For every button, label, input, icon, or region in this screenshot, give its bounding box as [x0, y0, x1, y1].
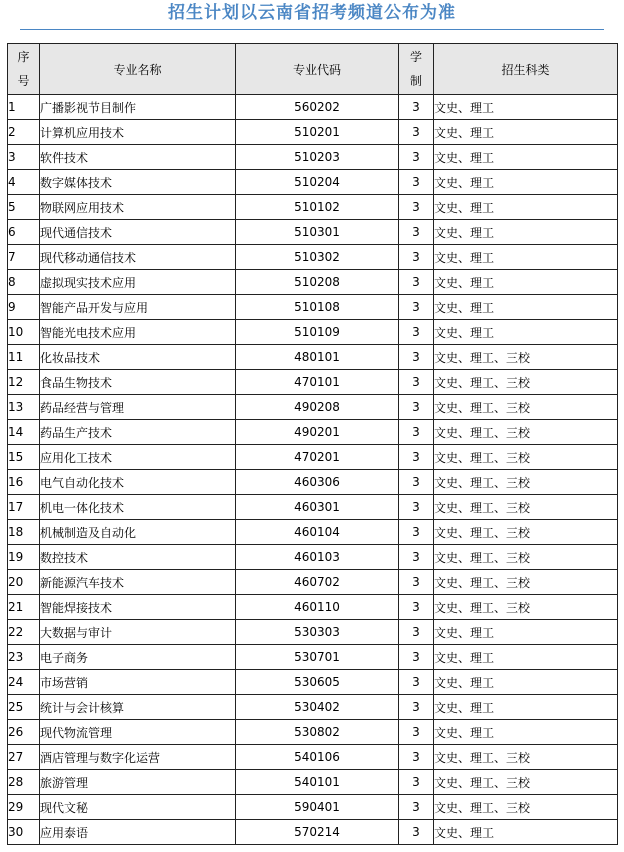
cell-study-length: 3: [399, 320, 434, 345]
cell-index: 21: [8, 595, 40, 620]
cell-major-name: 旅游管理: [40, 770, 236, 795]
cell-index: 5: [8, 195, 40, 220]
cell-index: 10: [8, 320, 40, 345]
cell-category: 文史、理工、三校: [434, 445, 618, 470]
table-header-row: [8, 44, 618, 95]
cell-major-code: 510109: [236, 320, 399, 345]
cell-study-length: 3: [399, 595, 434, 620]
table-row: [8, 545, 618, 570]
cell-major-name: 机电一体化技术: [40, 495, 236, 520]
cell-index: 8: [8, 270, 40, 295]
cell-major-code: 540101: [236, 770, 399, 795]
table-row: [8, 370, 618, 395]
cell-major-code: 460110: [236, 595, 399, 620]
cell-category: 文史、理工: [434, 620, 618, 645]
cell-index: 13: [8, 395, 40, 420]
cell-category: 文史、理工、三校: [434, 545, 618, 570]
cell-major-name: 机械制造及自动化: [40, 520, 236, 545]
cell-index: 18: [8, 520, 40, 545]
cell-study-length: 3: [399, 820, 434, 845]
header-study-length-top: 学: [409, 50, 422, 64]
cell-category: 文史、理工、三校: [434, 570, 618, 595]
cell-category: 文史、理工: [434, 120, 618, 145]
cell-study-length: 3: [399, 420, 434, 445]
table-row: [8, 195, 618, 220]
cell-study-length: 3: [399, 345, 434, 370]
cell-study-length: 3: [399, 670, 434, 695]
cell-category: 文史、理工: [434, 320, 618, 345]
cell-major-code: 470101: [236, 370, 399, 395]
cell-study-length: 3: [399, 770, 434, 795]
table-row: [8, 795, 618, 820]
cell-index: 27: [8, 745, 40, 770]
header-index-bottom: 号: [17, 74, 30, 88]
cell-category: 文史、理工: [434, 670, 618, 695]
cell-major-name: 电子商务: [40, 645, 236, 670]
cell-major-name: 大数据与审计: [40, 620, 236, 645]
cell-category: 文史、理工: [434, 720, 618, 745]
table-row: [8, 620, 618, 645]
cell-index: 26: [8, 720, 40, 745]
table-row: [8, 445, 618, 470]
table-row: [8, 595, 618, 620]
cell-major-name: 物联网应用技术: [40, 195, 236, 220]
cell-category: 文史、理工、三校: [434, 345, 618, 370]
table-row: [8, 120, 618, 145]
cell-major-code: 510301: [236, 220, 399, 245]
cell-study-length: 3: [399, 795, 434, 820]
cell-major-name: 现代文秘: [40, 795, 236, 820]
table-row: [8, 570, 618, 595]
cell-major-name: 化妆品技术: [40, 345, 236, 370]
header-major-name: 专业名称: [40, 44, 236, 95]
cell-study-length: 3: [399, 445, 434, 470]
cell-category: 文史、理工: [434, 270, 618, 295]
cell-major-name: 现代通信技术: [40, 220, 236, 245]
cell-index: 11: [8, 345, 40, 370]
cell-category: 文史、理工: [434, 695, 618, 720]
cell-category: 文史、理工: [434, 195, 618, 220]
cell-category: 文史、理工: [434, 95, 618, 120]
cell-major-code: 590401: [236, 795, 399, 820]
table-body: [8, 95, 618, 845]
cell-study-length: 3: [399, 370, 434, 395]
cell-study-length: 3: [399, 95, 434, 120]
cell-study-length: 3: [399, 295, 434, 320]
cell-major-code: 530303: [236, 620, 399, 645]
cell-category: 文史、理工: [434, 170, 618, 195]
cell-major-code: 510203: [236, 145, 399, 170]
cell-major-code: 530802: [236, 720, 399, 745]
cell-major-code: 470201: [236, 445, 399, 470]
table-row: [8, 170, 618, 195]
cell-study-length: 3: [399, 720, 434, 745]
cell-study-length: 3: [399, 395, 434, 420]
table-row: [8, 745, 618, 770]
cell-major-code: 510102: [236, 195, 399, 220]
cell-category: 文史、理工、三校: [434, 395, 618, 420]
table-row: [8, 520, 618, 545]
table-row: [8, 470, 618, 495]
cell-index: 23: [8, 645, 40, 670]
cell-index: 19: [8, 545, 40, 570]
cell-major-name: 现代移动通信技术: [40, 245, 236, 270]
cell-major-code: 530605: [236, 670, 399, 695]
cell-index: 29: [8, 795, 40, 820]
page-title: 招生计划以云南省招考频道公布为准: [168, 3, 456, 23]
cell-major-name: 市场营销: [40, 670, 236, 695]
table-row: [8, 670, 618, 695]
cell-study-length: 3: [399, 520, 434, 545]
cell-index: 9: [8, 295, 40, 320]
cell-study-length: 3: [399, 470, 434, 495]
cell-major-name: 酒店管理与数字化运营: [40, 745, 236, 770]
table-row: [8, 95, 618, 120]
cell-major-name: 软件技术: [40, 145, 236, 170]
cell-major-name: 智能光电技术应用: [40, 320, 236, 345]
cell-index: 17: [8, 495, 40, 520]
cell-study-length: 3: [399, 270, 434, 295]
table-row: [8, 395, 618, 420]
header-study-length-bottom: 制: [409, 74, 422, 88]
cell-major-code: 460702: [236, 570, 399, 595]
cell-major-code: 510204: [236, 170, 399, 195]
table-row: [8, 420, 618, 445]
cell-index: 25: [8, 695, 40, 720]
cell-category: 文史、理工、三校: [434, 795, 618, 820]
cell-category: 文史、理工、三校: [434, 595, 618, 620]
cell-major-code: 540106: [236, 745, 399, 770]
cell-study-length: 3: [399, 645, 434, 670]
cell-index: 15: [8, 445, 40, 470]
header-index: [8, 44, 40, 95]
cell-major-code: 530402: [236, 695, 399, 720]
cell-index: 16: [8, 470, 40, 495]
cell-category: 文史、理工: [434, 645, 618, 670]
cell-study-length: 3: [399, 545, 434, 570]
cell-category: 文史、理工: [434, 820, 618, 845]
cell-category: 文史、理工、三校: [434, 745, 618, 770]
cell-major-code: 480101: [236, 345, 399, 370]
header-category: 招生科类: [434, 44, 618, 95]
cell-major-name: 药品生产技术: [40, 420, 236, 445]
cell-major-code: 460306: [236, 470, 399, 495]
cell-index: 6: [8, 220, 40, 245]
cell-study-length: 3: [399, 195, 434, 220]
table-row: [8, 295, 618, 320]
cell-index: 20: [8, 570, 40, 595]
table-row: [8, 495, 618, 520]
cell-major-name: 药品经营与管理: [40, 395, 236, 420]
cell-major-code: 510108: [236, 295, 399, 320]
cell-major-code: 460103: [236, 545, 399, 570]
header-study-length: [399, 44, 434, 95]
enrollment-plan-table: [7, 43, 618, 845]
cell-index: 1: [8, 95, 40, 120]
title-divider: [20, 29, 604, 30]
cell-major-name: 应用泰语: [40, 820, 236, 845]
cell-study-length: 3: [399, 745, 434, 770]
cell-major-code: 460104: [236, 520, 399, 545]
table-row: [8, 645, 618, 670]
cell-index: 4: [8, 170, 40, 195]
table-row: [8, 145, 618, 170]
cell-index: 14: [8, 420, 40, 445]
table-row: [8, 270, 618, 295]
cell-major-name: 统计与会计核算: [40, 695, 236, 720]
cell-study-length: 3: [399, 145, 434, 170]
cell-major-code: 490208: [236, 395, 399, 420]
cell-major-name: 智能产品开发与应用: [40, 295, 236, 320]
cell-index: 12: [8, 370, 40, 395]
cell-major-name: 数字媒体技术: [40, 170, 236, 195]
cell-major-name: 食品生物技术: [40, 370, 236, 395]
cell-major-name: 电气自动化技术: [40, 470, 236, 495]
cell-study-length: 3: [399, 120, 434, 145]
cell-category: 文史、理工、三校: [434, 770, 618, 795]
cell-major-code: 570214: [236, 820, 399, 845]
cell-major-code: 460301: [236, 495, 399, 520]
cell-category: 文史、理工、三校: [434, 470, 618, 495]
cell-category: 文史、理工、三校: [434, 495, 618, 520]
cell-index: 3: [8, 145, 40, 170]
cell-major-name: 新能源汽车技术: [40, 570, 236, 595]
cell-category: 文史、理工: [434, 245, 618, 270]
cell-category: 文史、理工、三校: [434, 370, 618, 395]
cell-category: 文史、理工: [434, 295, 618, 320]
cell-major-name: 智能焊接技术: [40, 595, 236, 620]
cell-index: 7: [8, 245, 40, 270]
table-row: [8, 320, 618, 345]
cell-index: 22: [8, 620, 40, 645]
cell-major-name: 广播影视节目制作: [40, 95, 236, 120]
cell-study-length: 3: [399, 170, 434, 195]
cell-index: 30: [8, 820, 40, 845]
cell-study-length: 3: [399, 245, 434, 270]
cell-study-length: 3: [399, 620, 434, 645]
table-row: [8, 770, 618, 795]
cell-index: 24: [8, 670, 40, 695]
cell-major-code: 510302: [236, 245, 399, 270]
header-major-code: 专业代码: [236, 44, 399, 95]
cell-index: 28: [8, 770, 40, 795]
table-row: [8, 345, 618, 370]
cell-major-code: 530701: [236, 645, 399, 670]
cell-study-length: 3: [399, 220, 434, 245]
cell-major-code: 490201: [236, 420, 399, 445]
header-index-top: 序: [17, 50, 30, 64]
cell-major-code: 510201: [236, 120, 399, 145]
cell-study-length: 3: [399, 570, 434, 595]
cell-category: 文史、理工: [434, 145, 618, 170]
cell-major-code: 560202: [236, 95, 399, 120]
cell-major-name: 虚拟现实技术应用: [40, 270, 236, 295]
table-row: [8, 245, 618, 270]
cell-category: 文史、理工、三校: [434, 520, 618, 545]
cell-major-name: 应用化工技术: [40, 445, 236, 470]
cell-major-name: 现代物流管理: [40, 720, 236, 745]
cell-study-length: 3: [399, 495, 434, 520]
table-row: [8, 720, 618, 745]
cell-study-length: 3: [399, 695, 434, 720]
cell-major-code: 510208: [236, 270, 399, 295]
cell-category: 文史、理工、三校: [434, 420, 618, 445]
cell-index: 2: [8, 120, 40, 145]
table-row: [8, 695, 618, 720]
table-row: [8, 220, 618, 245]
cell-major-name: 数控技术: [40, 545, 236, 570]
cell-major-name: 计算机应用技术: [40, 120, 236, 145]
table-row: [8, 820, 618, 845]
cell-category: 文史、理工: [434, 220, 618, 245]
